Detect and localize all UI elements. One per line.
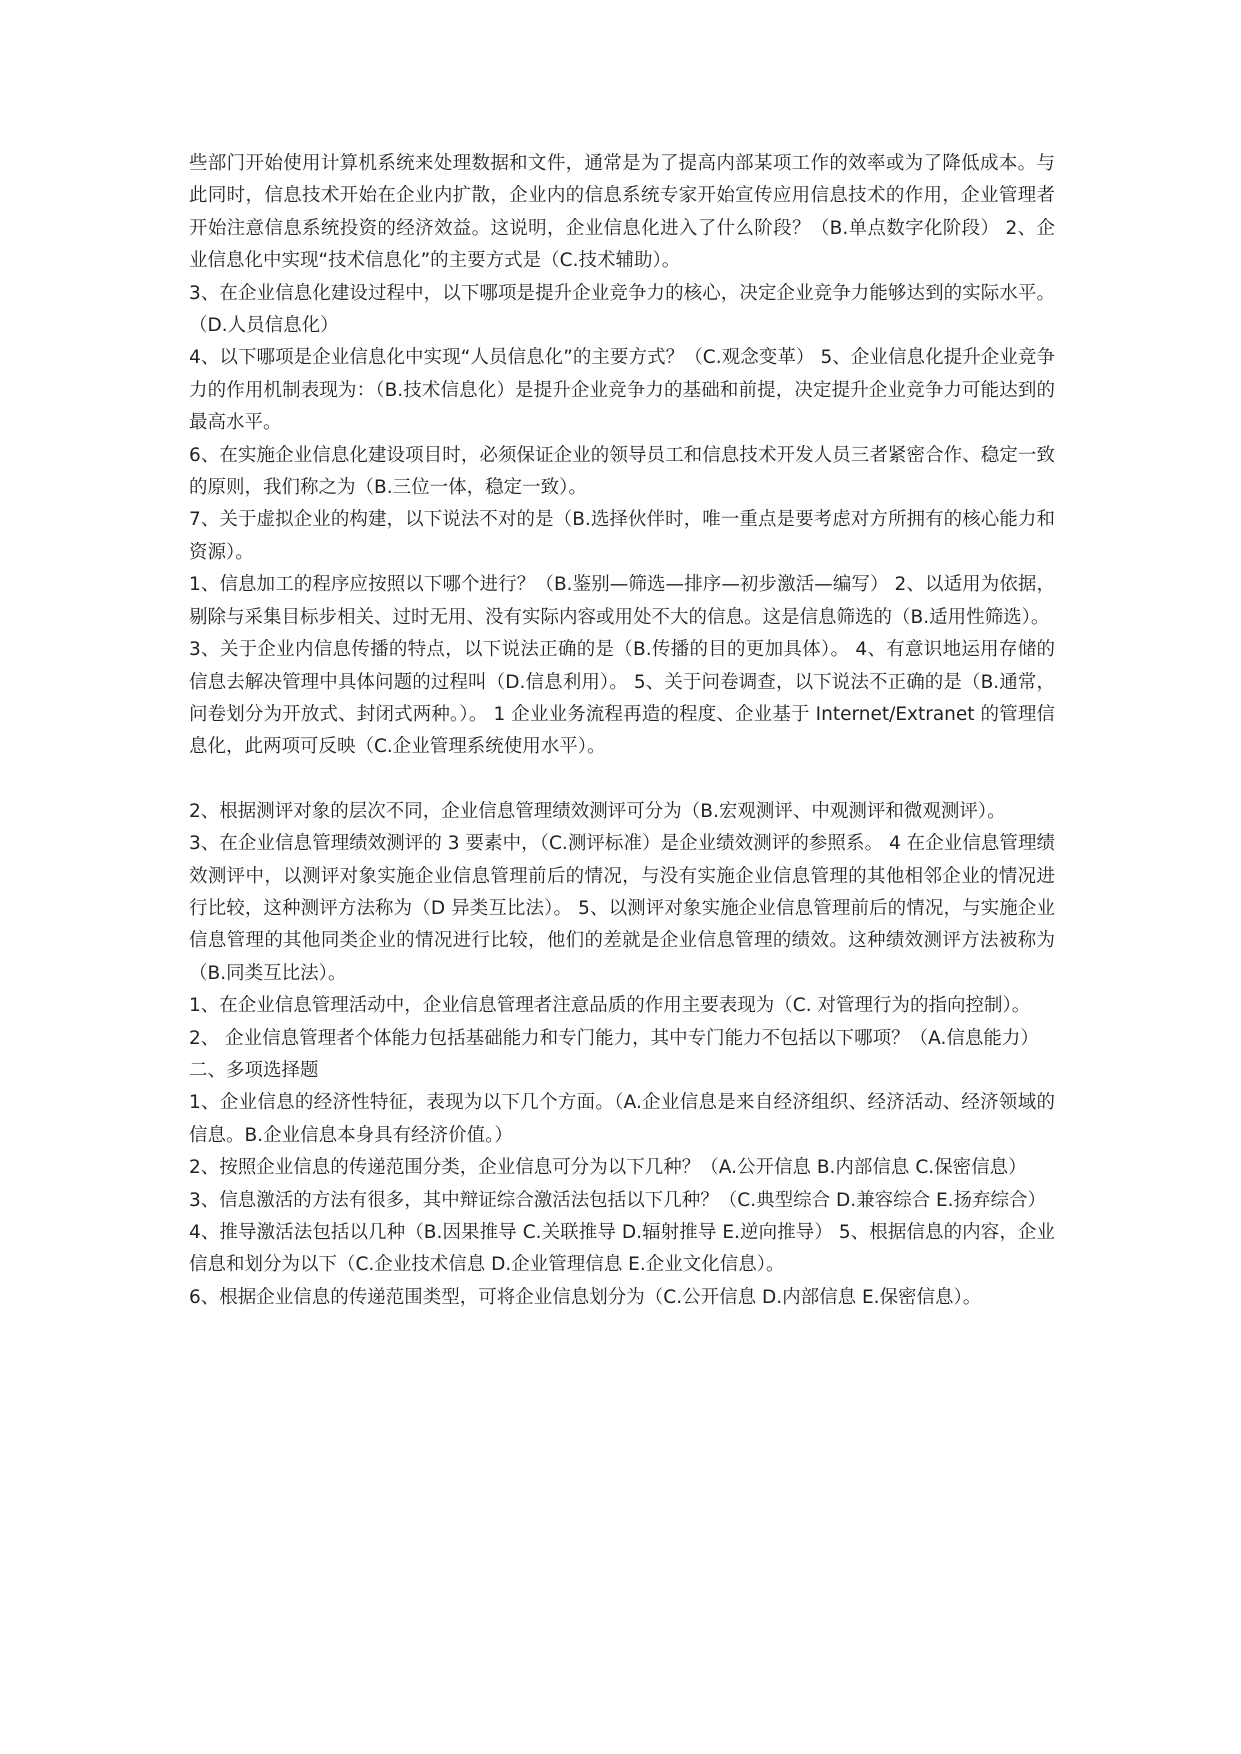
paragraph-mc-q4-q5: 4、推导激活法包括以几种（B.因果推导 C.关联推导 D.辐射推导 E.逆向推导） 5、根据信息的内容，企业信息和划分为以下（C.企业技术信息 D.企业管理信息 E.企业文化信息）。 [189,1222,1055,1276]
blank-line [189,764,1055,796]
paragraph-manager-ability: 2、 企业信息管理者个体能力包括基础能力和专门能力，其中专门能力不包括以下哪项？（A.信息能力） [189,1027,1039,1049]
paragraph-q7: 7、关于虚拟企业的构建，以下说法不对的是（B.选择伙伴时，唯一重点是要考虑对方所拥有的核心能力和资源）。 [189,509,1055,563]
paragraph-evaluation-methods: 3、在企业信息管理绩效测评的 3 要素中，（C.测评标准）是企业绩效测评的参照系。 4 在企业信息管理绩效测评中，以测评对象实施企业信息管理前后的情况，与没有实施企业信息管理的其他相邻企业的情况进行比较，这种测评方法称为（D 异类互比法）。 5、以测评对象实施企业信息管理前后的情况，与实施企业信息管理的其他同类企业的情况进行比较，他们的差就是企业信息管理的绩效。这种绩效测评方法被称为（B.同类互比法）。 [189,833,1055,984]
paragraph-mc-q6: 6、根据企业信息的传递范围类型，可将企业信息划分为（C.公开信息 D.内部信息 E.保密信息）。 [189,1286,982,1308]
paragraph-mc-q2: 2、按照企业信息的传递范围分类，企业信息可分为以下几种？（A.公开信息 B.内部信息 C.保密信息） [189,1157,1027,1179]
paragraph-evaluation-levels: 2、根据测评对象的层次不同，企业信息管理绩效测评可分为（B.宏观测评、中观测评和微观测评）。 [189,800,1006,822]
paragraph-info-dissemination: 3、关于企业内信息传播的特点，以下说法正确的是（B.传播的目的更加具体）。 4、有意识地运用存储的信息去解决管理中具体问题的过程叫（D.信息利用）。 5、关于问卷调查，以下说法不正确的是（B.通常，问卷划分为开放式、封闭式两种。）。 1 企业业务流程再造的程度、企业基于 Internet/Extranet 的管理信息化，此两项可反映（C.企业管理系统使用水平）。 [189,639,1055,758]
paragraph-intro-q1-q2: 些部门开始使用计算机系统来处理数据和文件，通常是为了提高内部某项工作的效率或为了降低成本。与此同时，信息技术开始在企业内扩散，企业内的信息系统专家开始宣传应用信息技术的作用，企业管理者开始注意信息系统投资的经济效益。这说明，企业信息化进入了什么阶段？（B.单点数字化阶段） 2、企业信息化中实现“技术信息化”的主要方式是（C.技术辅助）。 [189,153,1055,272]
paragraph-q4-q5: 4、以下哪项是企业信息化中实现“人员信息化”的主要方式？（C.观念变革） 5、企业信息化提升企业竞争力的作用机制表现为：（B.技术信息化）是提升企业竞争力的基础和前提，决定提升企业竞争力可能达到的最高水平。 [189,347,1055,434]
section-heading-multiple-choice: 二、多项选择题 [189,1059,319,1081]
paragraph-mc-q1: 1、企业信息的经济性特征，表现为以下几个方面。（A.企业信息是来自经济组织、经济活动、经济领域的信息。B.企业信息本身具有经济价值。） [189,1092,1055,1146]
paragraph-q6: 6、在实施企业信息化建设项目时，必须保证企业的领导员工和信息技术开发人员三者紧密合作、稳定一致的原则，我们称之为（B.三位一体，稳定一致）。 [189,444,1055,499]
paragraph-q3: 3、在企业信息化建设过程中，以下哪项是提升企业竞争力的核心，决定企业竞争力能够达到的实际水平。（D.人员信息化） [189,282,1055,337]
paragraph-info-processing: 1、信息加工的程序应按照以下哪个进行？（B.鉴别—筛选—排序—初步激活—编写） 2、以适用为依据，剔除与采集目标步相关、过时无用、没有实际内容或用处不大的信息。这是信息筛选的（B.适用性筛选）。 [189,574,1055,628]
paragraph-mc-q3: 3、信息激活的方法有很多，其中辩证综合激活法包括以下几种？（C.典型综合 D.兼容综合 E.扬弃综合） [189,1189,1047,1211]
document-page [189,148,1055,1314]
paragraph-manager-quality: 1、在企业信息管理活动中，企业信息管理者注意品质的作用主要表现为（C. 对管理行为的指向控制）。 [189,995,1031,1017]
